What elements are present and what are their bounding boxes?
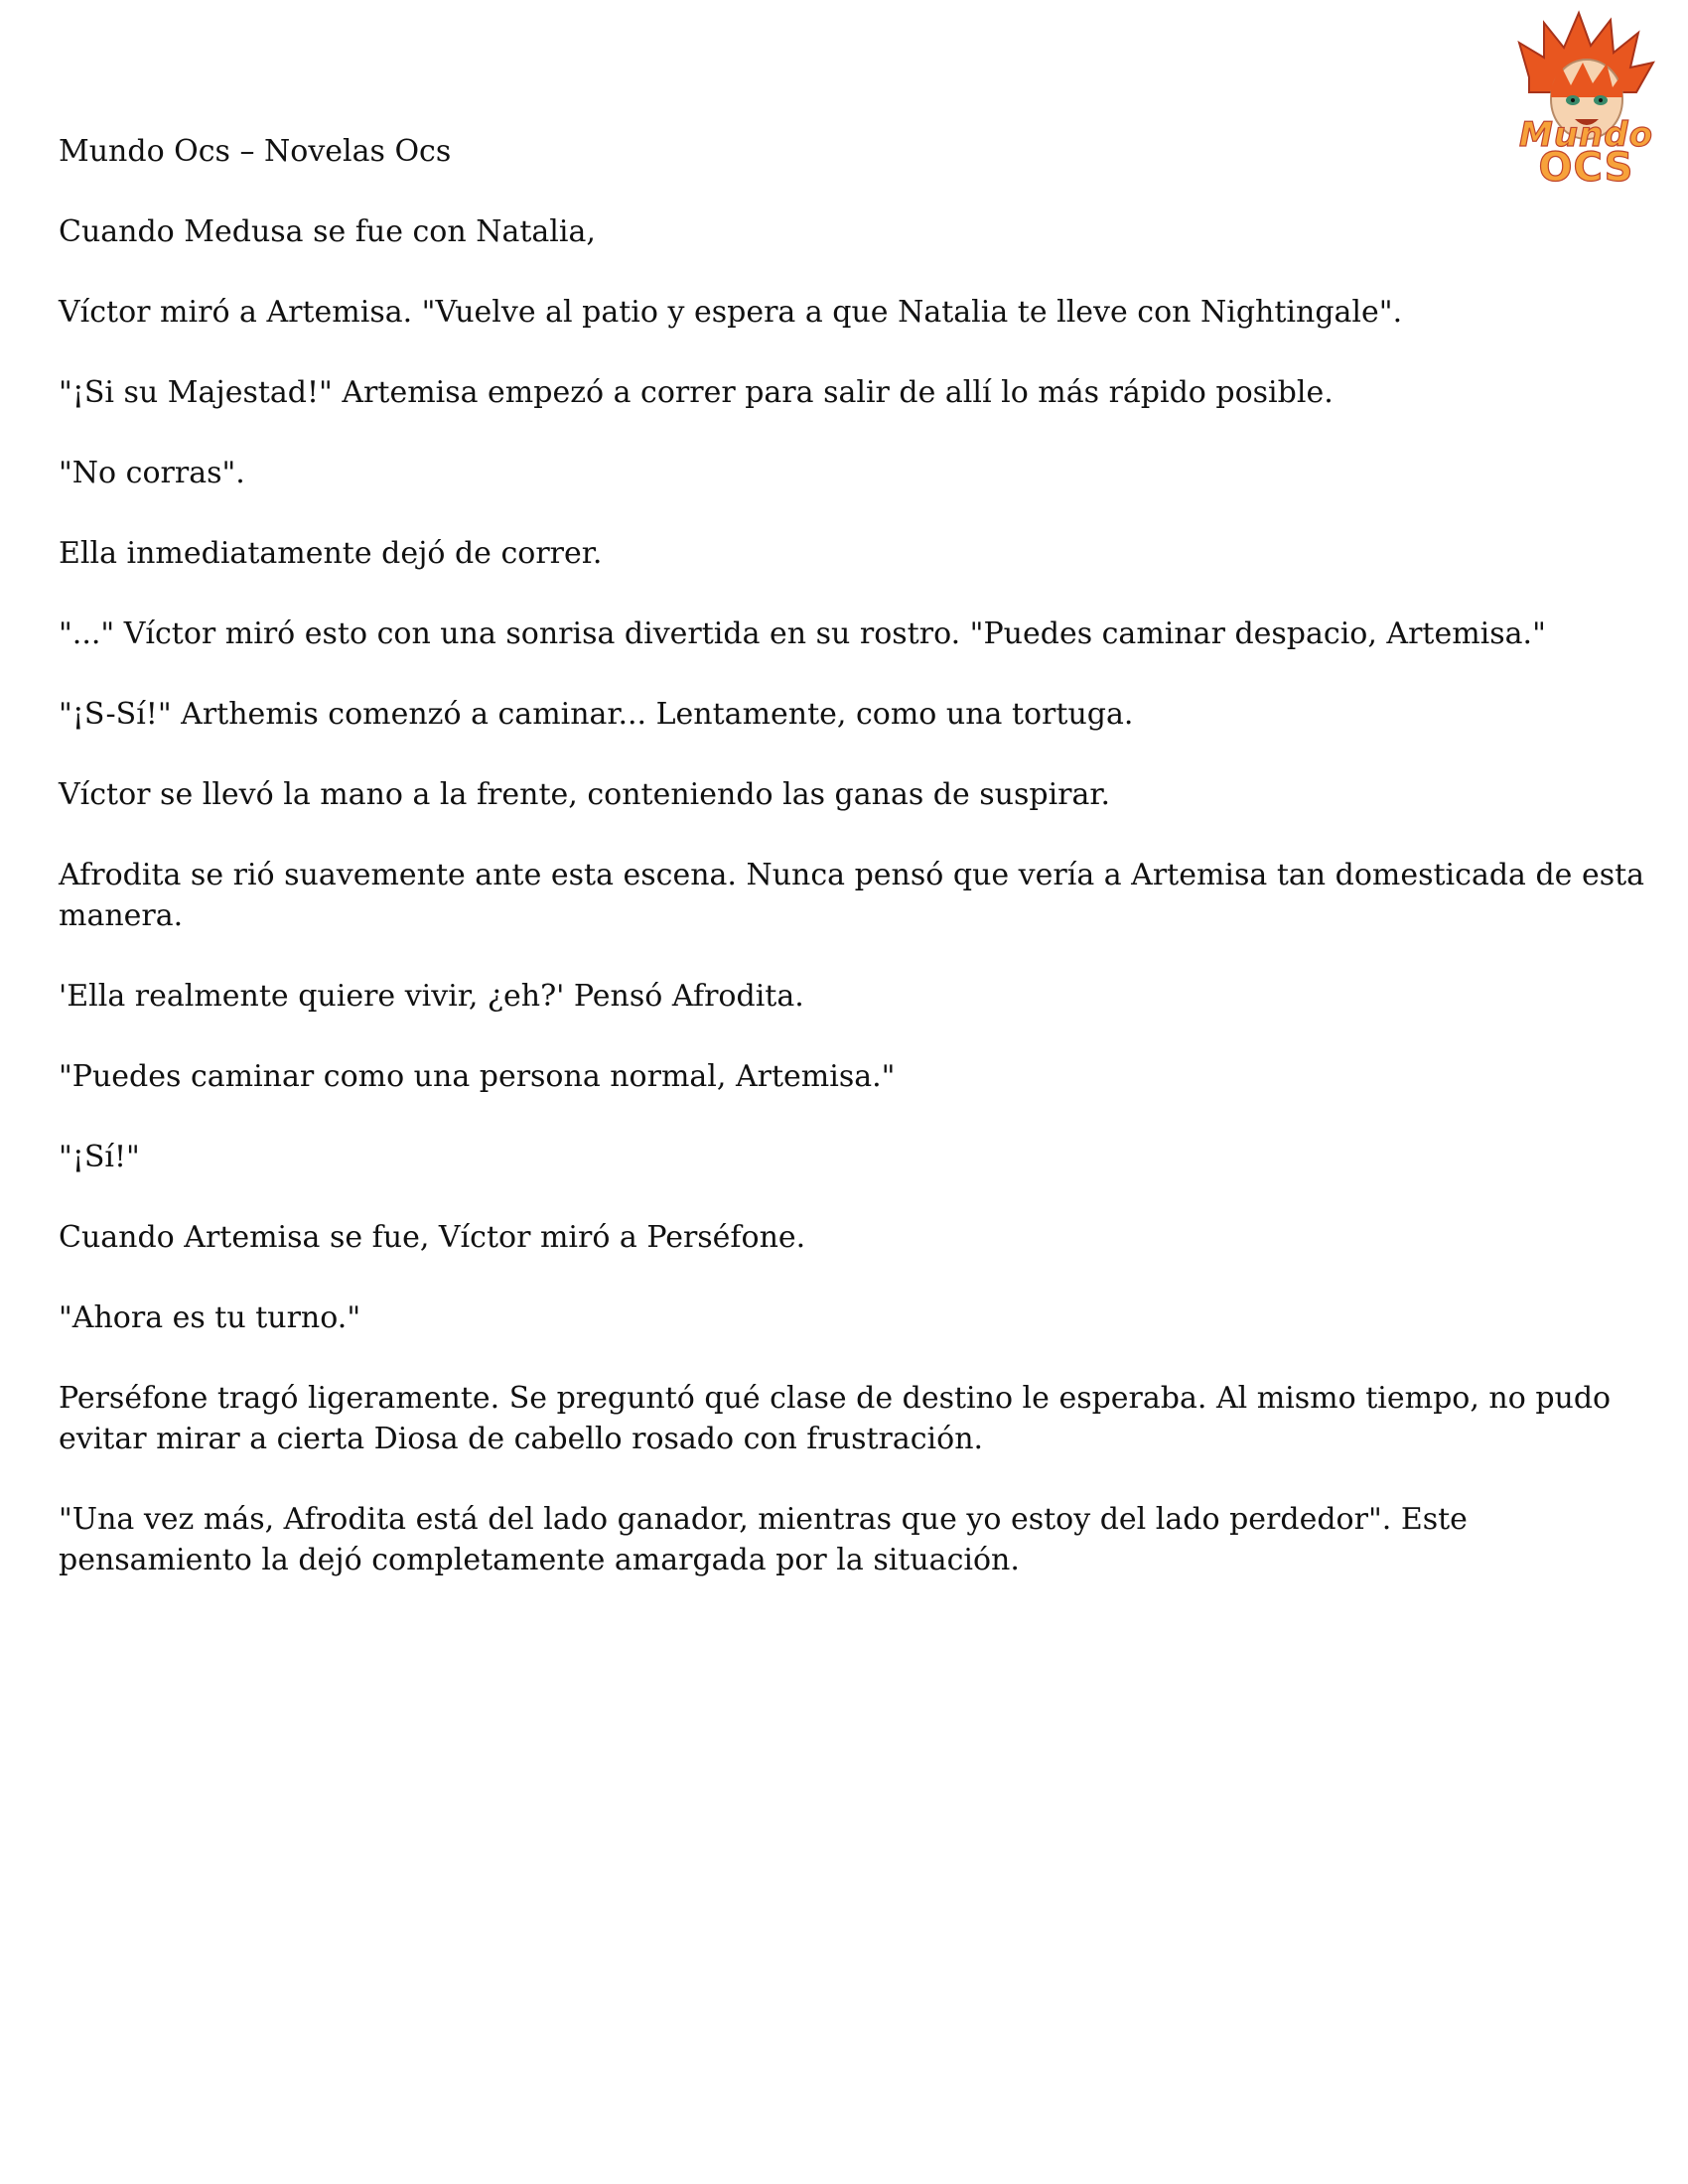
paragraph: Cuando Medusa se fue con Natalia, [59,214,596,249]
paragraph: "Ahora es tu turno." [59,1300,361,1335]
paragraph: Víctor se llevó la mano a la frente, conteniendo las ganas de suspirar. [59,777,1110,812]
paragraph: "No corras". [59,456,245,490]
paragraph: "¡Si su Majestad!" Artemisa empezó a correr para salir de allí lo más rápido posible. [59,375,1334,410]
paragraph: Perséfone tragó ligeramente. Se preguntó qué clase de destino le esperaba. Al mismo tiempo, no pudo evitar mirar a cierta Diosa de cabello rosado con frustración. [59,1381,1620,1456]
paragraph: "Puedes caminar como una persona normal, Artemisa." [59,1059,896,1094]
paragraph: "..." Víctor miró esto con una sonrisa divertida en su rostro. "Puedes caminar despacio, Artemisa." [59,616,1546,651]
paragraph: Afrodita se rió suavemente ante esta escena. Nunca pensó que vería a Artemisa tan domesticada de esta manera. [59,858,1654,933]
logo-word-mundo: Mundo [1519,115,1653,155]
paragraph: Ella inmediatamente dejó de correr. [59,536,603,571]
paragraph: "¡Sí!" [59,1140,140,1174]
paragraph: Cuando Artemisa se fue, Víctor miró a Perséfone. [59,1220,806,1255]
document-body [59,131,1654,1620]
paragraph: 'Ella realmente quiere vivir, ¿eh?' Pensó Afrodita. [59,979,804,1014]
paragraph: "Una vez más, Afrodita está del lado ganador, mientras que yo estoy del lado perdedor". Este pensamiento la dejó completamente amargada por la situación. [59,1502,1477,1577]
paragraph: Víctor miró a Artemisa. "Vuelve al patio y espera a que Natalia te lleve con Nightingale". [59,295,1403,330]
paragraph: "¡S-Sí!" Arthemis comenzó a caminar... Lentamente, como una tortuga. [59,697,1134,732]
logo-word-ocs: OCS [1538,145,1634,191]
document-header: Mundo Ocs – Novelas Ocs [59,134,452,169]
